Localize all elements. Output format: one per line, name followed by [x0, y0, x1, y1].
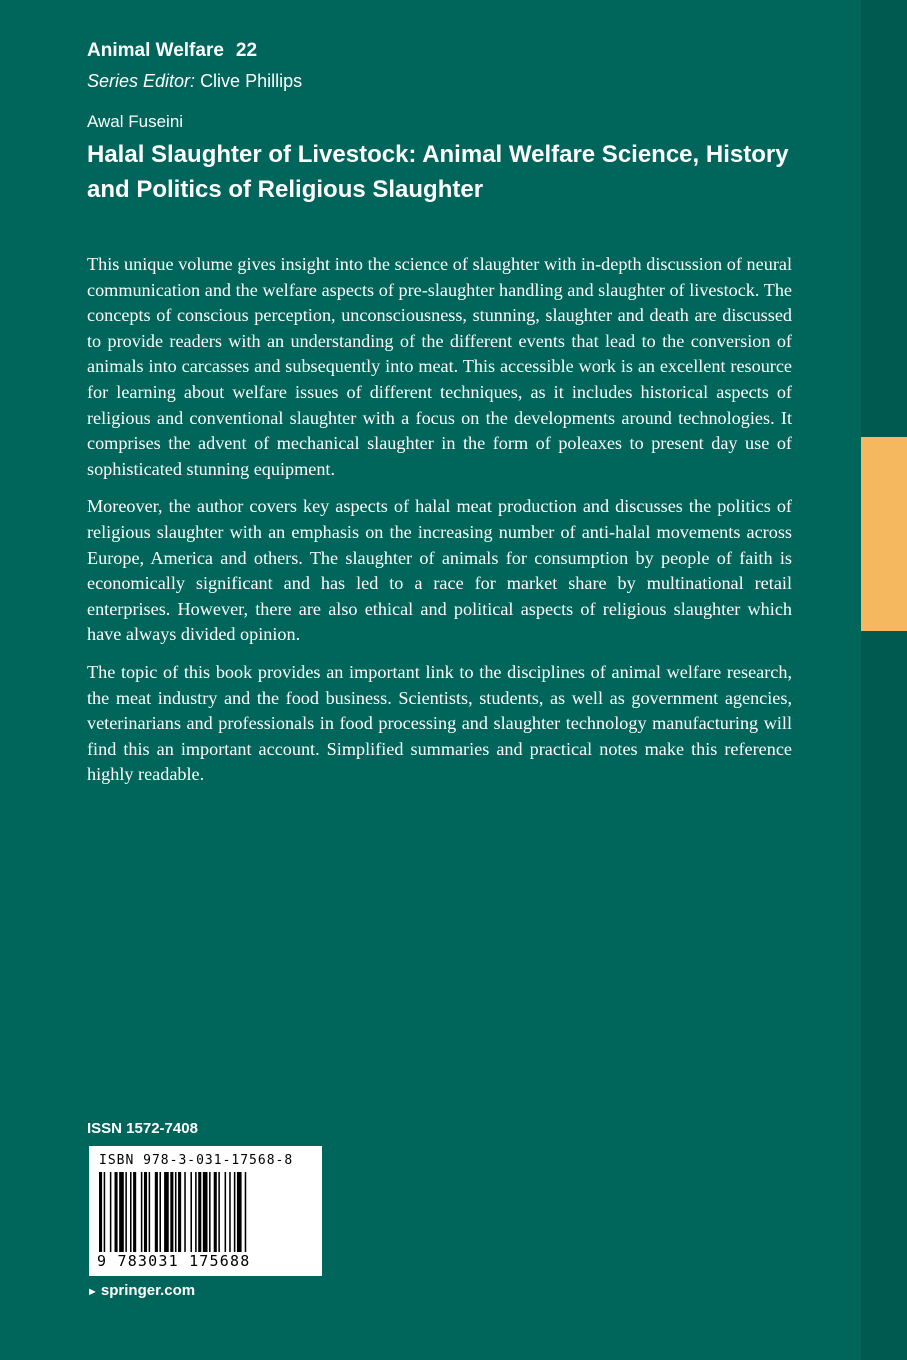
blurb-paragraph: The topic of this book provides an important link to the disciplines of animal welfare research, the meat industry and the food business. Scientists, students, as well as government agencies, veterinarians and professionals in food processing and slaughter technology manufacturing will find this an important account. Simplified summaries and practical notes make this reference highly readable.: [87, 661, 792, 785]
accent-tab: [861, 437, 907, 631]
spine-strip: [861, 0, 907, 1360]
publisher-name: springer.com: [100, 1282, 196, 1299]
author-name: Awal Fuseini: [87, 112, 184, 131]
blurb-paragraph: This unique volume gives insight into the science of slaughter with in-depth discussion of neural communication and the welfare aspects of pre-slaughter handling and slaughter of livestock. The concepts of conscious perception, unconsciousness, stunning, slaughter and death are discussed to provide readers with an understanding of the different events that lead to the conversion of animals into carcasses and subsequently into meat. This accessible work is an excellent resource for learning about welfare issues of different techniques, as it includes historical aspects of religious and conventional slaughter with a focus on the developments around technologies. It comprises the advent of mechanical slaughter in the form of poleaxes to present day use of sophisticated stunning equipment.: [87, 254, 792, 479]
barcode-bars: [99, 1172, 311, 1252]
isbn-text: ISBN 978-3-031-17568-8: [99, 1153, 294, 1168]
series-editor-name: Clive Phillips: [200, 71, 303, 91]
publisher-link[interactable]: [87, 1282, 195, 1299]
series-line: [87, 40, 257, 62]
blurb-paragraph: Moreover, the author covers key aspects of halal meat production and discusses the politics of religious slaughter with an emphasis on the increasing number of anti-halal movements across Europe, America and others. The slaughter of animals for consumption by people of faith is economically significant and has led to a race for market share by multinational retail enterprises. However, there are also ethical and political aspects of religious slaughter which have always divided opinion.: [87, 496, 792, 645]
issn: ISSN 1572-7408: [87, 1120, 198, 1137]
book-title: Halal Slaughter of Livestock: Animal Welfare Science, History and Politics of Religious Slaughter: [87, 141, 789, 203]
barcode-box: [89, 1146, 322, 1276]
series-volume: 22: [235, 40, 258, 61]
series-editor-label: Series Editor:: [87, 71, 196, 91]
blurb: [87, 252, 792, 800]
series-name: Animal Welfare: [87, 40, 224, 61]
series-editor-line: [87, 71, 302, 92]
barcode-digits: 9 783031 175688: [97, 1252, 251, 1270]
arrow-right-icon: ►: [87, 1286, 98, 1298]
